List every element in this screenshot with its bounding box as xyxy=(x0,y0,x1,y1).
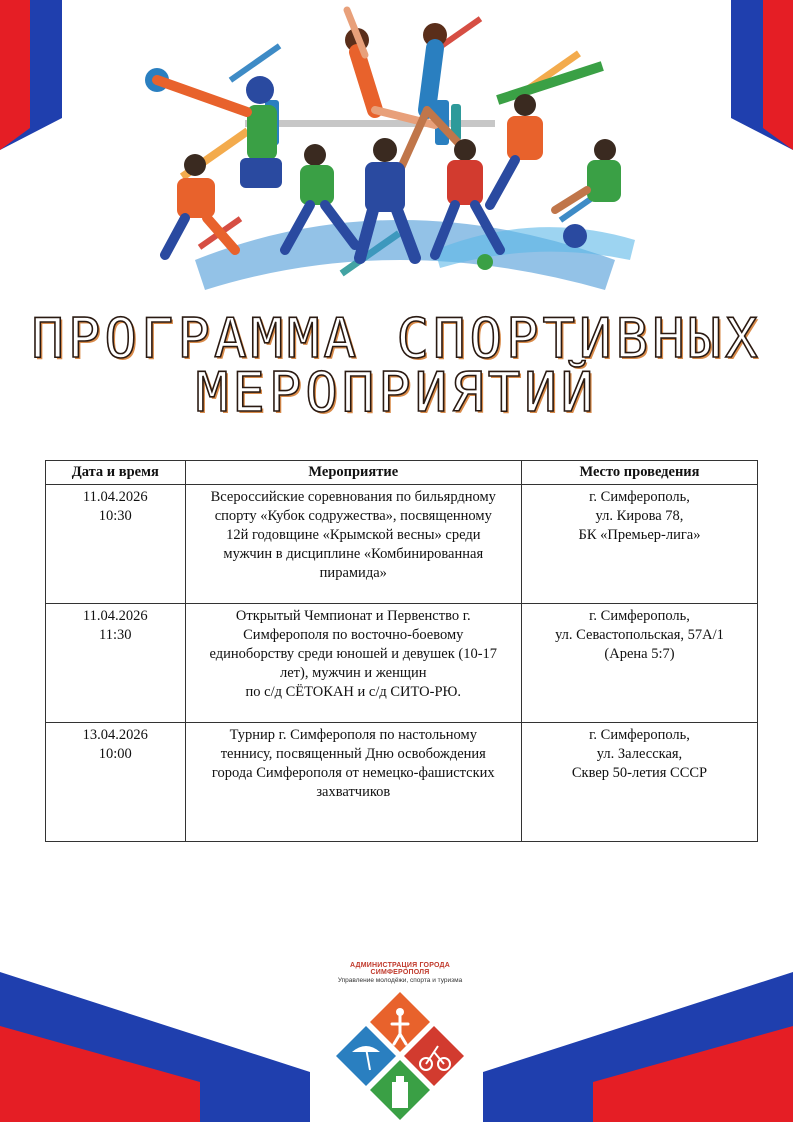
table-row xyxy=(46,485,758,604)
bottom-left-flag-corner xyxy=(0,962,310,1122)
logo-dept-name: Управление молодёжи, спорта и туризма xyxy=(337,977,463,984)
event-text-line: 12й годовщине «Крымской весны» среди xyxy=(226,527,481,543)
venue-text-line: Сквер 50-летия СССР xyxy=(571,765,708,781)
table-row xyxy=(46,723,758,842)
header-date-time: Дата и время xyxy=(46,461,186,485)
event-text-line: Симферополя по восточно-боевому xyxy=(243,627,464,643)
events-program-table xyxy=(45,460,758,842)
event-time: 10:00 xyxy=(98,746,132,762)
header-event: Мероприятие xyxy=(185,461,521,485)
event-date: 13.04.2026 xyxy=(82,727,148,743)
event-text-line: Открытый Чемпионат и Первенство г. xyxy=(235,608,471,624)
event-text-line: по с/д СЁТОКАН и с/д СИТО-РЮ. xyxy=(245,684,462,700)
top-left-flag-corner xyxy=(0,0,70,150)
event-text-line: спорту «Кубок содружества», посвященному xyxy=(214,508,492,524)
header-venue: Место проведения xyxy=(521,461,757,485)
event-time: 10:30 xyxy=(98,508,132,524)
event-text-line: Турнир г. Симферополя по настольному xyxy=(229,727,477,743)
event-text-line: теннису, посвященный Дню освобождения xyxy=(220,746,486,762)
venue-text-line: г. Симферополь, xyxy=(589,489,690,505)
event-venue xyxy=(521,723,757,842)
event-date: 11.04.2026 xyxy=(82,608,148,624)
venue-text-line: БК «Премьер-лига» xyxy=(578,527,701,543)
event-text-line: единоборству среди юношей и девушек (10-17 xyxy=(209,646,498,662)
event-time: 11:30 xyxy=(99,627,132,643)
event-venue xyxy=(521,485,757,604)
event-text-line: пирамида» xyxy=(319,565,387,581)
top-right-flag-corner xyxy=(723,0,793,150)
event-date-time xyxy=(46,723,186,842)
event-description xyxy=(185,723,521,842)
event-text-line: города Симферополя от немецко-фашистских xyxy=(211,765,495,781)
event-text-line: захватчиков xyxy=(316,784,391,800)
event-text-line: Всероссийские соревнования по бильярдному xyxy=(210,489,496,505)
event-text-line: лет), мужчин и женщин xyxy=(280,665,427,681)
event-date: 11.04.2026 xyxy=(82,489,148,505)
venue-text-line: г. Симферополь, xyxy=(589,727,690,743)
table-header-row xyxy=(46,461,758,485)
logo-org-name: АДМИНИСТРАЦИЯ ГОРОДА СИМФЕРОПОЛЯ xyxy=(350,962,450,976)
program-title-line-2: МЕРОПРИЯТИЙ xyxy=(195,361,598,424)
table-row xyxy=(46,604,758,723)
event-description xyxy=(185,604,521,723)
venue-text-line: г. Симферополь, xyxy=(589,608,690,624)
event-date-time xyxy=(46,485,186,604)
event-text-line: мужчин в дисциплине «Комбинированная xyxy=(223,546,484,562)
venue-text-line: (Арена 5:7) xyxy=(604,646,675,662)
program-title-line-1: ПРОГРАММА СПОРТИВНЫХ xyxy=(31,307,762,370)
venue-text-line: ул. Севастопольская, 57А/1 xyxy=(555,627,724,643)
sports-athletes-illustration xyxy=(135,0,655,300)
administration-logo xyxy=(320,962,480,1122)
venue-text-line: ул. Залесская, xyxy=(596,746,683,762)
bottom-right-flag-corner xyxy=(483,962,793,1122)
event-date-time xyxy=(46,604,186,723)
event-venue xyxy=(521,604,757,723)
logo-emblem-icon xyxy=(330,986,470,1121)
venue-text-line: ул. Кирова 78, xyxy=(595,508,684,524)
event-description xyxy=(185,485,521,604)
